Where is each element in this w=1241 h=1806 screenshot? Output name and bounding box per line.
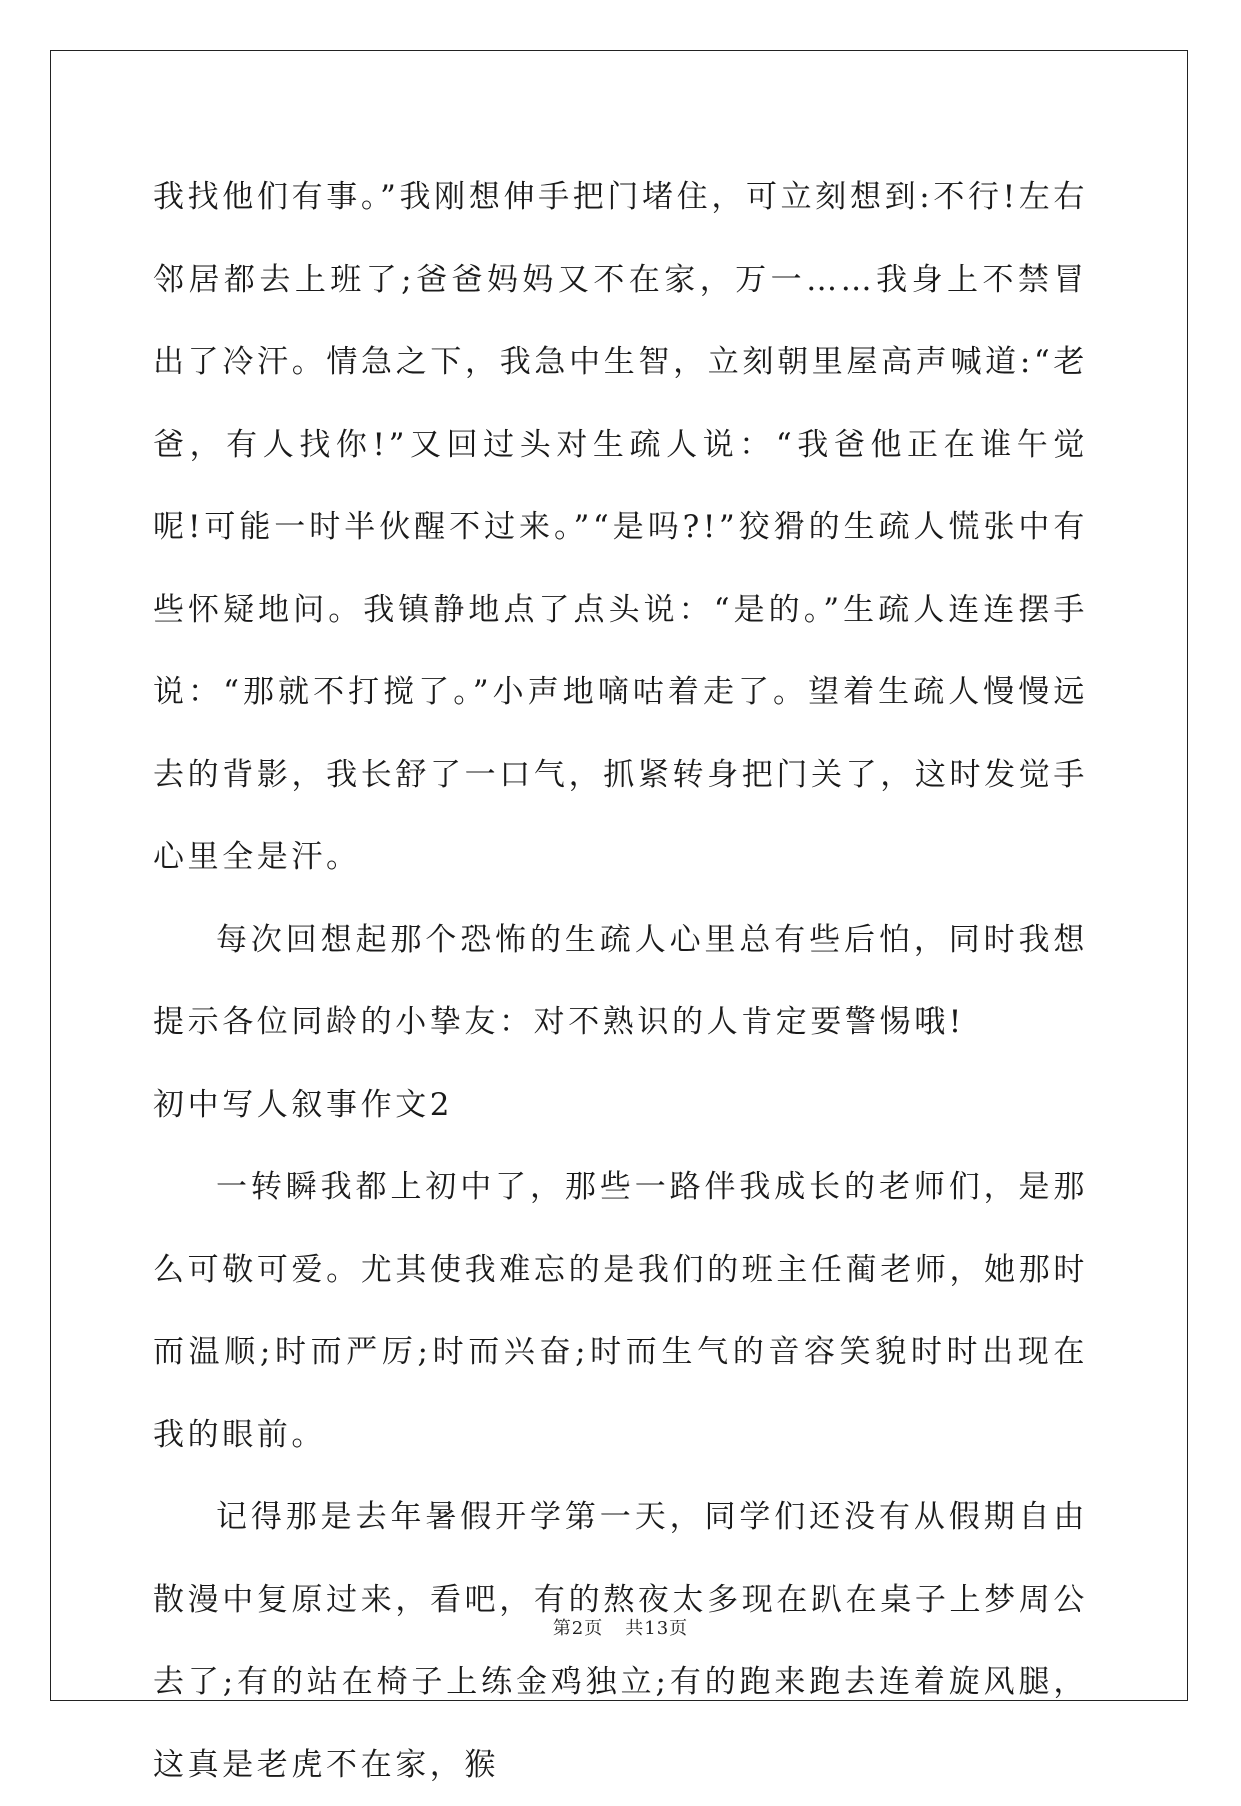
paragraph-4: 记得那是去年暑假开学第一天，同学们还没有从假期自由散漫中复原过来，看吧，有的熬夜太多现在趴在桌子上梦周公去了;有的站在椅子上练金鸡独立;有的跑来跑去连着旋风腿，这真是老虎不在家，猴	[153, 1499, 1088, 1783]
paragraph-1: 我找他们有事。”我刚想伸手把门堵住，可立刻想到:不行!左右邻居都去上班了;爸爸妈妈又不在家，万一……我身上不禁冒出了冷汗。情急之下，我急中生智，立刻朝里屋高声喊道:“老爸，有人找你!”又回过头对生疏人说：“我爸他正在谁午觉呢!可能一时半伙醒不过来。”“是吗?!”狡猾的生疏人慌张中有些怀疑地问。我镇静地点了点头说：“是的。”生疏人连连摆手说：“那就不打搅了。”小声地嘀咕着走了。望着生疏人慢慢远去的背影，我长舒了一口气，抓紧转身把门关了，这时发觉手心里全是汗。	[153, 179, 1088, 875]
page-footer	[0, 1614, 1241, 1640]
paragraph-3: 一转瞬我都上初中了，那些一路伴我成长的老师们，是那么可敬可爱。尤其使我难忘的是我们的班主任蔺老师，她那时而温顺;时而严厉;时而兴奋;时而生气的音容笑貌时时出现在我的眼前。	[153, 1169, 1088, 1453]
paragraph-2: 每次回想起那个恐怖的生疏人心里总有些后怕，同时我想提示各位同龄的小挚友：对不熟识的人肯定要警惕哦!	[153, 921, 1088, 1040]
section-title: 初中写人叙事作文2	[153, 1086, 454, 1123]
page-total: 共13页	[625, 1618, 689, 1639]
page-number: 第2页	[552, 1618, 604, 1639]
document-body	[153, 156, 1088, 1806]
